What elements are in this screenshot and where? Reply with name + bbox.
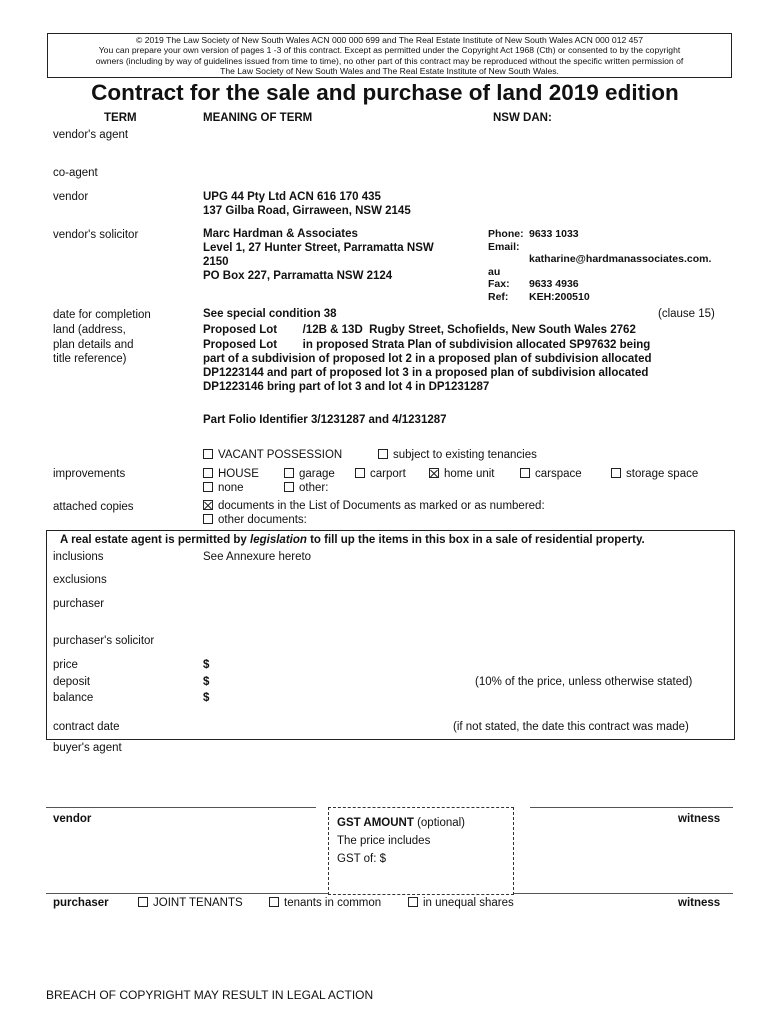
copyright-line-3: owners (including by way of guidelines issued from time to time), no other part of this contract may be reproduced without the specific written permission of bbox=[95, 55, 684, 66]
term-vendor: vendor bbox=[53, 191, 89, 203]
completion-value: See special condition 38 bbox=[203, 308, 337, 320]
deposit-dollar: $ bbox=[203, 676, 210, 688]
phone-label: Phone: bbox=[488, 228, 524, 240]
term-improvements: improvements bbox=[53, 468, 126, 480]
price-dollar: $ bbox=[203, 659, 210, 671]
unequal-shares-option[interactable]: in unequal shares bbox=[408, 897, 514, 909]
phone-value: 9633 1033 bbox=[529, 228, 579, 240]
checkbox-unchecked-icon[interactable] bbox=[269, 897, 279, 907]
agent-box-heading: A real estate agent is permitted by legislation to fill up the items in this box in a sale of residential property. bbox=[60, 534, 645, 546]
contract-date-note: (if not stated, the date this contract was made) bbox=[453, 721, 689, 733]
buyers-agent-label: buyer's agent bbox=[53, 742, 122, 754]
improvement-none[interactable]: none bbox=[203, 482, 244, 494]
improvement-house[interactable]: HOUSE bbox=[203, 468, 259, 480]
term-header: TERM bbox=[104, 112, 137, 124]
purchaser-label: purchaser bbox=[53, 598, 105, 610]
improvement-carspace[interactable]: carspace bbox=[520, 468, 582, 480]
term-co-agent: co-agent bbox=[53, 167, 98, 179]
purchasers-solicitor-label: purchaser's solicitor bbox=[53, 635, 155, 647]
balance-dollar: $ bbox=[203, 692, 210, 704]
term-land-3: title reference) bbox=[53, 353, 127, 365]
land-line-4: DP1223144 and part of proposed lot 3 in a proposed plan of subdivision allocated bbox=[203, 367, 649, 379]
term-vendors-agent: vendor's agent bbox=[53, 129, 129, 141]
term-attached-copies: attached copies bbox=[53, 501, 134, 513]
checkbox-unchecked-icon[interactable] bbox=[203, 514, 213, 524]
term-date-for-completion: date for completion bbox=[53, 309, 151, 321]
existing-tenancies-option[interactable]: subject to existing tenancies bbox=[378, 449, 537, 461]
joint-tenants-option[interactable]: JOINT TENANTS bbox=[138, 897, 243, 909]
gst-title: GST AMOUNT (optional) bbox=[337, 817, 466, 829]
vendor-witness-label: witness bbox=[678, 813, 721, 825]
vendor-address: 137 Gilba Road, Girraween, NSW 2145 bbox=[203, 205, 411, 217]
email-value: katharine@hardmanassociates.com. bbox=[529, 253, 712, 265]
email-label: Email: bbox=[488, 241, 520, 253]
improvement-other[interactable]: other: bbox=[284, 482, 328, 494]
solicitor-po-box: PO Box 227, Parramatta NSW 2124 bbox=[203, 270, 393, 282]
term-vendors-solicitor: vendor's solicitor bbox=[53, 229, 139, 241]
improvement-garage[interactable]: garage bbox=[284, 468, 335, 480]
deposit-note: (10% of the price, unless otherwise stated) bbox=[475, 676, 693, 688]
checkbox-unchecked-icon[interactable] bbox=[355, 468, 365, 478]
solicitor-address-2: 2150 bbox=[203, 256, 229, 268]
checkbox-checked-icon[interactable] bbox=[429, 468, 439, 478]
gst-line-3: GST of: $ bbox=[337, 853, 387, 865]
attached-documents-list[interactable]: documents in the List of Documents as marked or as numbered: bbox=[203, 500, 545, 512]
land-line-3: part of a subdivision of proposed lot 2 in a proposed plan of subdivision allocated bbox=[203, 353, 652, 365]
checkbox-unchecked-icon[interactable] bbox=[203, 449, 213, 459]
deposit-label: deposit bbox=[53, 676, 91, 688]
copyright-notice bbox=[47, 33, 732, 78]
signature-line bbox=[46, 807, 316, 808]
copyright-line-1: © 2019 The Law Society of New South Wales ACN 000 000 699 and The Real Estate Institute of New South Wales ACN 000 012 457 bbox=[136, 35, 643, 45]
solicitor-address-1: Level 1, 27 Hunter Street, Parramatta NSW bbox=[203, 242, 434, 254]
checkbox-checked-icon[interactable] bbox=[203, 500, 213, 510]
term-land-1: land (address, bbox=[53, 324, 126, 336]
completion-clause: (clause 15) bbox=[658, 308, 715, 320]
price-label: price bbox=[53, 659, 78, 671]
improvement-home-unit[interactable]: home unit bbox=[429, 468, 495, 480]
email-value-cont: au bbox=[488, 266, 501, 278]
copyright-warning-footer: BREACH OF COPYRIGHT MAY RESULT IN LEGAL ACTION bbox=[46, 988, 374, 1002]
term-land-2: plan details and bbox=[53, 339, 134, 351]
vacant-possession-option[interactable]: VACANT POSSESSION bbox=[203, 449, 342, 461]
copyright-line-2: You can prepare your own version of pages 1 -3 of this contract. Except as permitted under the Copyright Act 1968 (Cth) or consented to by the copyright bbox=[98, 45, 681, 56]
folio-identifier: Part Folio Identifier 3/1231287 and 4/1231287 bbox=[203, 414, 447, 426]
signature-line bbox=[46, 893, 328, 894]
purchaser-witness-label: witness bbox=[678, 897, 721, 909]
checkbox-unchecked-icon[interactable] bbox=[520, 468, 530, 478]
checkbox-unchecked-icon[interactable] bbox=[138, 897, 148, 907]
fax-value: 9633 4936 bbox=[529, 278, 579, 290]
checkbox-unchecked-icon[interactable] bbox=[203, 468, 213, 478]
checkbox-unchecked-icon[interactable] bbox=[203, 482, 213, 492]
land-line-1: Proposed Lot /12B & 13D Rugby Street, Schofields, New South Wales 2762 bbox=[203, 324, 636, 336]
nsw-dan-header: NSW DAN: bbox=[493, 112, 552, 124]
exclusions-label: exclusions bbox=[53, 574, 107, 586]
meaning-header: MEANING OF TERM bbox=[203, 112, 313, 124]
attached-other-documents[interactable]: other documents: bbox=[203, 514, 307, 526]
vendor-name: UPG 44 Pty Ltd ACN 616 170 435 bbox=[203, 191, 381, 203]
fax-label: Fax: bbox=[488, 278, 510, 290]
purchaser-signature-label: purchaser bbox=[53, 897, 109, 909]
ref-label: Ref: bbox=[488, 291, 509, 303]
land-line-2: Proposed Lot in proposed Strata Plan of subdivision allocated SP97632 being bbox=[203, 339, 651, 351]
contract-date-label: contract date bbox=[53, 721, 120, 733]
land-line-5: DP1223146 bring part of lot 3 and lot 4 in DP1231287 bbox=[203, 381, 490, 393]
signature-line bbox=[514, 893, 733, 894]
ref-value: KEH:200510 bbox=[529, 291, 590, 303]
checkbox-unchecked-icon[interactable] bbox=[408, 897, 418, 907]
vendor-signature-label: vendor bbox=[53, 813, 92, 825]
balance-label: balance bbox=[53, 692, 94, 704]
signature-line bbox=[530, 807, 733, 808]
improvement-storage-space[interactable]: storage space bbox=[611, 468, 698, 480]
page-title: Contract for the sale and purchase of land 2019 edition bbox=[91, 80, 679, 105]
checkbox-unchecked-icon[interactable] bbox=[611, 468, 621, 478]
checkbox-unchecked-icon[interactable] bbox=[378, 449, 388, 459]
copyright-line-4: The Law Society of New South Wales and The Real Estate Institute of New South Wales. bbox=[220, 66, 559, 77]
inclusions-label: inclusions bbox=[53, 551, 104, 563]
checkbox-unchecked-icon[interactable] bbox=[284, 468, 294, 478]
tenants-in-common-option[interactable]: tenants in common bbox=[269, 897, 381, 909]
solicitor-name: Marc Hardman & Associates bbox=[203, 228, 358, 240]
checkbox-unchecked-icon[interactable] bbox=[284, 482, 294, 492]
gst-amount-box bbox=[328, 807, 514, 895]
inclusions-value: See Annexure hereto bbox=[203, 551, 312, 563]
gst-line-2: The price includes bbox=[337, 835, 431, 847]
improvement-carport[interactable]: carport bbox=[355, 468, 406, 480]
